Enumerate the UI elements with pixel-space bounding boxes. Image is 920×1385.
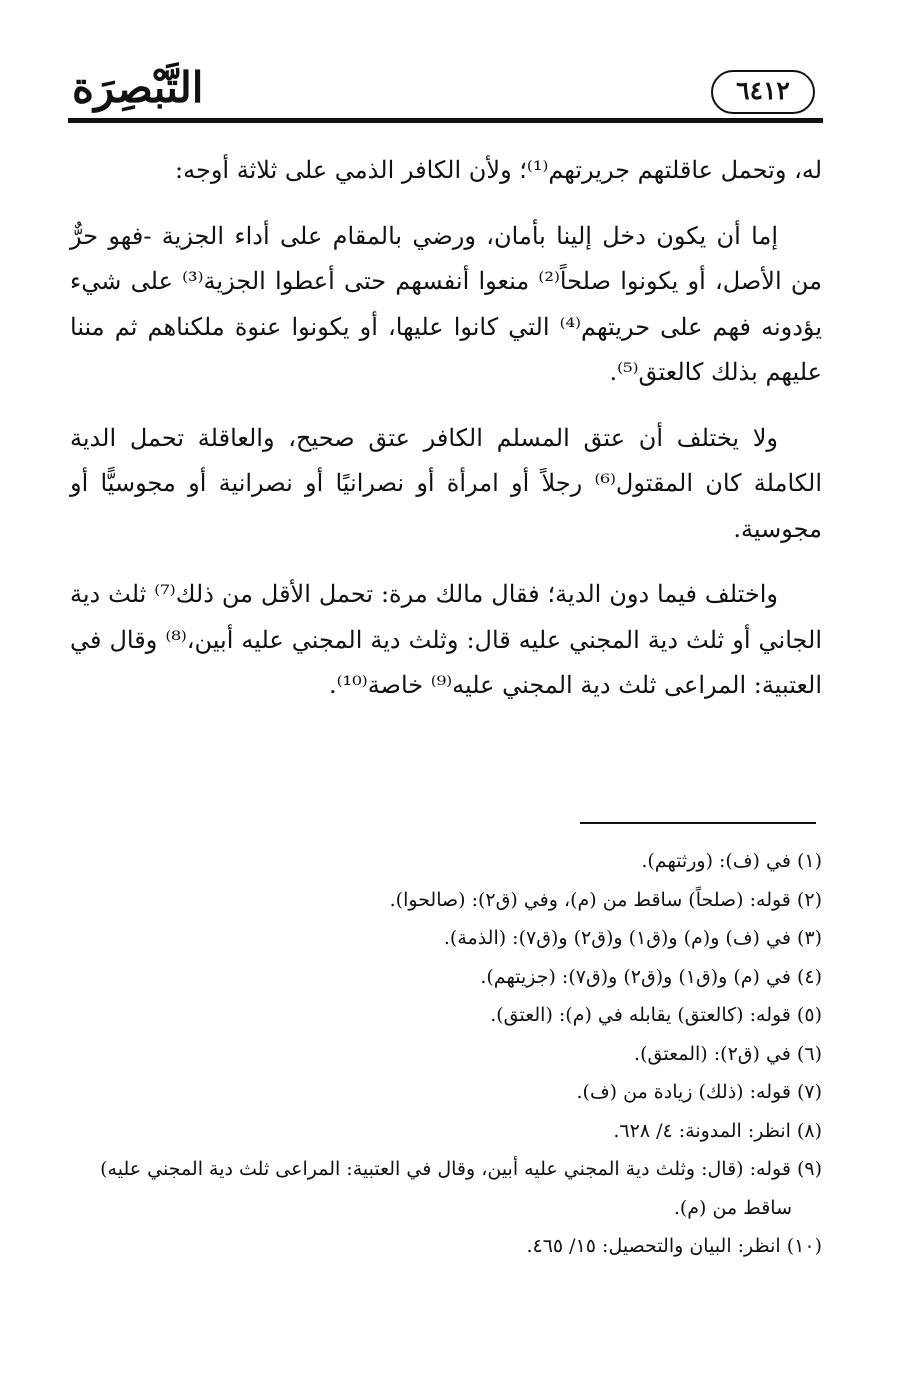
footnote-3: (٣) في (ف) و(م) و(ق١) و(ق٢) و(ق٧): (الذمة). bbox=[443, 927, 822, 949]
book-title: التَّبْصِرَة bbox=[72, 63, 204, 112]
footnotes-list bbox=[70, 842, 822, 1266]
footnote-4: (٤) في (م) و(ق١) و(ق٢) و(ق٧): (جزيتهم). bbox=[480, 965, 822, 988]
footnote-2: (٢) قوله: (صلحاً) ساقط من (م)، وفي (ق٢): (صالحوا). bbox=[389, 888, 822, 911]
footnote-1: (١) في (ف): (ورثتهم). bbox=[641, 850, 822, 872]
footnote-5: (٥) قوله: (كالعتق) يقابله في (م): (العتق). bbox=[490, 1004, 822, 1026]
footnote-9: (٩) قوله: (قال: وثلث دية المجني عليه أبين، وقال في العتبية: المراعى ثلث دية المجني عليه) bbox=[100, 1158, 822, 1180]
paragraph-4: واختلف فيما دون الدية؛ فقال مالك مرة: تحمل الأقل من ذلك⁽⁷⁾ ثلث دية الجاني أو ثلث دية المجني عليه قال: وثلث دية المجني عليه أبين،⁽⁸⁾ وقال في العتبية: المراعى ثلث دية المجني عليه⁽⁹⁾ خاصة⁽¹⁰⁾. bbox=[70, 580, 822, 699]
main-text bbox=[70, 148, 822, 729]
footnote-6: (٦) في (ق٢): (المعتق). bbox=[634, 1042, 822, 1065]
footnote-separator bbox=[580, 822, 816, 824]
footnote-9-continuation: ساقط من (م). bbox=[673, 1196, 792, 1219]
footnote-10: (١٠) انظر: البيان والتحصيل: ١٥/ ٤٦٥. bbox=[526, 1235, 822, 1257]
page-number-badge: ٦٤١٢ bbox=[711, 70, 815, 114]
paragraph-3: ولا يختلف أن عتق المسلم الكافر عتق صحيح، والعاقلة تحمل الدية الكاملة كان المقتول⁽⁶⁾ رجلاً أو امرأة أو نصرانيًا أو نصرانية أو مجوسيًّا أو مجوسية. bbox=[70, 423, 823, 543]
paragraph-2: إما أن يكون دخل إلينا بأمان، ورضي بالمقام على أداء الجزية -فهو حرٌّ من الأصل، أو يكونوا صلحاً⁽²⁾ منعوا أنفسهم حتى أعطوا الجزية⁽³⁾ على شيء يؤدونه فهم على حريتهم⁽⁴⁾ التي كانوا عليها، أو يكونوا عنوة ملكناهم ثم مننا عليهم بذلك كالعتق⁽⁵⁾. bbox=[70, 221, 822, 386]
footnote-7: (٧) قوله: (ذلك) زيادة من (ف). bbox=[576, 1081, 822, 1103]
header-rule bbox=[68, 118, 823, 123]
page-header bbox=[68, 60, 823, 124]
footnote-8: (٨) انظر: المدونة: ٤/ ٦٢٨. bbox=[613, 1119, 822, 1142]
paragraph-1: له، وتحمل عاقلتهم جريرتهم⁽¹⁾؛ ولأن الكافر الذمي على ثلاثة أوجه: bbox=[175, 156, 822, 184]
